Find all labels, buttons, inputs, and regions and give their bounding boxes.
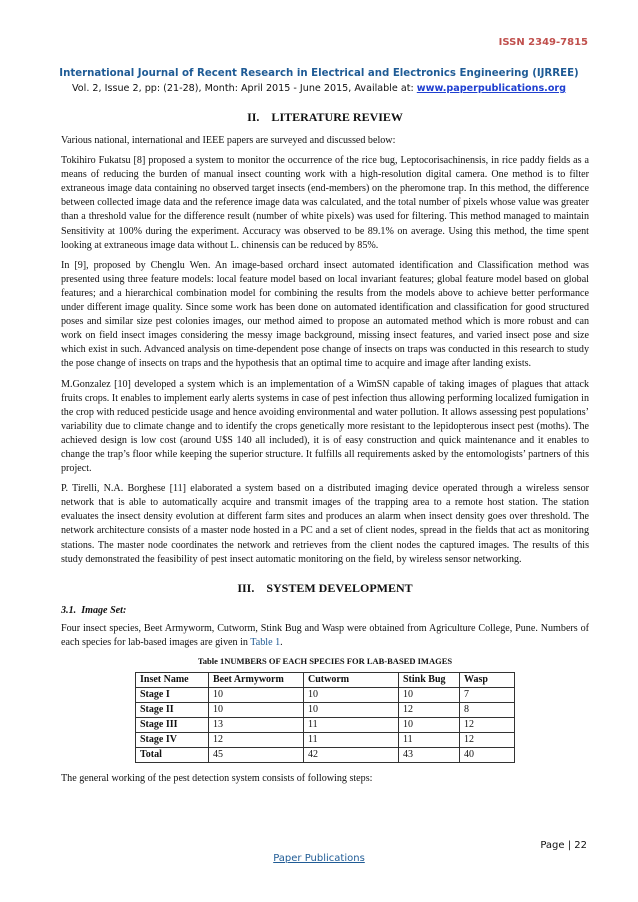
- table-header-cell: Stink Bug: [399, 672, 460, 687]
- species-count-table: [135, 672, 515, 763]
- table-cell: 40: [460, 747, 515, 762]
- paragraph: In [9], proposed by Chenglu Wen. An image-based orchard insect automated identification and Classification method was presented using three feature models: local feature model based on local invariant features; global feature model based on global features; and a hierarchical combination model for combining the results from the models above to achieve better performance under different image quality. Since some work has been done on automated identification and classification for good structured poses and similar size pest colonies images, our method aimed to propose an automated method which is more robust and can work on field insect images considering the messy image background, missing insect features, and varied insect pose and size which exist in such. Advanced analysis on time-dependent pose change of insects on traps was conducted in this research to study the pose change of insects on traps and the hypothesis that an optimal time to acquire and image after landing exists.: [61, 259, 589, 370]
- table-cell: 10: [209, 687, 304, 702]
- table-cell: Stage II: [136, 702, 209, 717]
- table-cell: Stage III: [136, 717, 209, 732]
- table-cell: 10: [399, 717, 460, 732]
- table-cell: 12: [460, 717, 515, 732]
- table-cell: Stage IV: [136, 732, 209, 747]
- table-cell: Total: [136, 747, 209, 762]
- table-row: [136, 717, 515, 732]
- table-cell: 8: [460, 702, 515, 717]
- paragraph: The general working of the pest detection system consists of following steps:: [61, 772, 373, 784]
- table-header-cell: Inset Name: [136, 672, 209, 687]
- table-cell: 10: [304, 702, 399, 717]
- table-cell: 43: [399, 747, 460, 762]
- table-reference-link[interactable]: Table 1: [250, 636, 281, 648]
- paragraph: Tokihiro Fukatsu [8] proposed a system to monitor the occurrence of the rice bug, Leptocorisachinensis, in rice paddy fields as a means of reducing the burden of manual insect counting work with a high-resolution digital camera. One method is to filter extraneous image data containing no observed target insects (end-members) on the pheromone trap. In this method, the difference between collected image data and the reference image data was calculated, and the total number of pixels whose value was greater than a threshold value for the difference result (number of white pixels) was used for filtering. This method managed to maintain Sensitivity at 100% during the experiment. Accuracy was observed to be 89.1% on average. Using this method, the time spent looking at extraneous image data without L. chinensis can be reduced by 85%.: [61, 155, 589, 251]
- journal-title: International Journal of Recent Research in Electrical and Electronics Engineering (IJRREE): [59, 68, 579, 79]
- issn-label: ISSN 2349-7815: [498, 37, 588, 48]
- table-cell: 11: [304, 732, 399, 747]
- table-header-row: [136, 672, 515, 687]
- table-header-cell: Wasp: [460, 672, 515, 687]
- table-cell: 7: [460, 687, 515, 702]
- paragraph: Various national, international and IEEE papers are surveyed and discussed below:: [61, 135, 396, 146]
- table-header-cell: Cutworm: [304, 672, 399, 687]
- table-row: [136, 732, 515, 747]
- table-cell: 10: [399, 687, 460, 702]
- table-row: [136, 747, 515, 762]
- table-header-cell: Beet Armyworm: [209, 672, 304, 687]
- volume-text: Vol. 2, Issue 2, pp: (21-28), Month: April 2015 - June 2015, Available at:: [71, 83, 417, 94]
- page-number: Page | 22: [540, 840, 587, 851]
- journal-url-link[interactable]: www.paperpublications.org: [416, 83, 567, 94]
- table-cell: Stage I: [136, 687, 209, 702]
- subsection-heading-image-set: 3.1. Image Set:: [61, 604, 127, 616]
- table-cell: 12: [209, 732, 304, 747]
- table-caption: Table 1NUMBERS OF EACH SPECIES FOR LAB-BASED IMAGES: [197, 655, 453, 666]
- paragraph: Four insect species, Beet Armyworm, Cutworm, Stink Bug and Wasp were obtained from Agriculture College, Pune. Numbers of each species for lab-based images are given in Table 1.: [61, 622, 589, 648]
- table-row: [136, 702, 515, 717]
- section-heading-literature-review: II. LITERATURE REVIEW: [247, 110, 403, 124]
- table-cell: 10: [209, 702, 304, 717]
- table-cell: 12: [460, 732, 515, 747]
- section-heading-system-development: III. SYSTEM DEVELOPMENT: [237, 580, 413, 595]
- article-body: [61, 110, 589, 792]
- table-cell: 45: [209, 747, 304, 762]
- table-cell: 11: [399, 732, 460, 747]
- table-cell: 11: [304, 717, 399, 732]
- paragraph: M.Gonzalez [10] developed a system which is an implementation of a WimSN capable of taking images of plagues that attack fruits crops. It enables to implement early alerts systems in case of pest infection thus allowing performing localized fumigation in the crop with reduced pesticide usage and hence avoiding environmental and water pollution. It allows assessing pest populations’ variability due to climate change and to identify the crops genetically more resistant to the lepidopterous insect pest (moths). The achieved design is low cost (around U$S 140 all included), it is of easy construction and quick maintenance and it enables to change the trap’s floor while keeping the superior structure. It fulfills all requirements asked by the entomologists’ partners of this project.: [61, 378, 589, 475]
- table-cell: 13: [209, 717, 304, 732]
- table-cell: 42: [304, 747, 399, 762]
- table-cell: 10: [304, 687, 399, 702]
- table-cell: 12: [399, 702, 460, 717]
- publisher-link[interactable]: Paper Publications: [273, 853, 365, 864]
- volume-line: [0, 83, 638, 94]
- table-row: [136, 687, 515, 702]
- paragraph: P. Tirelli, N.A. Borghese [11] elaborated a system based on a distributed imaging device operated through a wireless sensor network that is able to automatically acquire and transmit images of the trapping area to a remote host station. The station evaluates the insect density evolution at different farm sites and produces an alarm when insect density goes over threshold. The network architecture consists of a master node hosted in a PC and a set of client nodes, spread in the fields that act as monitoring stations. The master node coordinates the network and retrieves from the client nodes the captured images. The results of this study demonstrated the feasibility of pest insect automatic monitoring on the field, by wireless sensor networking.: [61, 483, 589, 565]
